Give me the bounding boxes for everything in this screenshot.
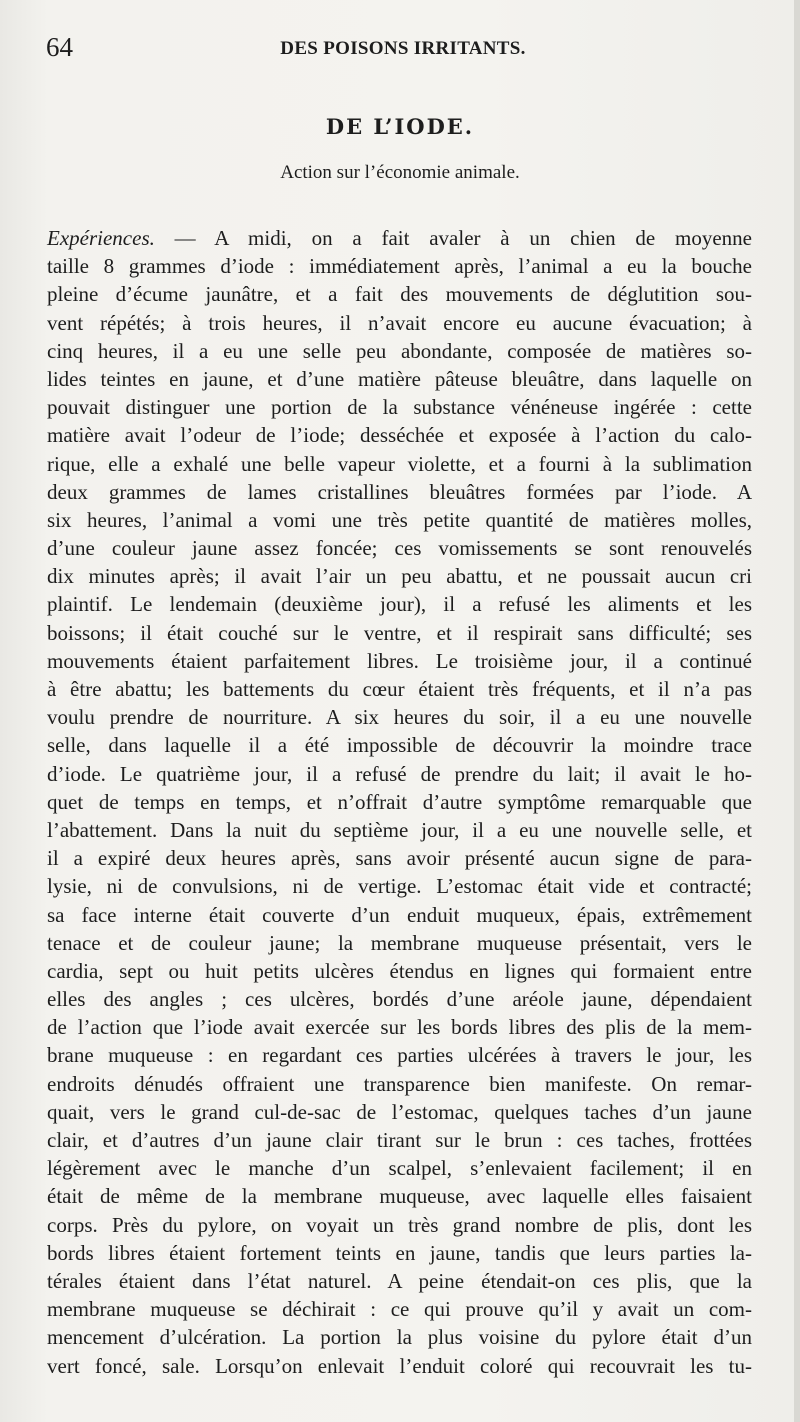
text-line: il a expiré deux heures après, sans avoir présenté aucun signe de para- [47,846,752,871]
text-line: elles des angles ; ces ulcères, bordés d’une aréole jaune, dépendaient [47,987,752,1012]
text-line: plaintif. Le lendemain (deuxième jour), il a refusé les aliments et les [47,592,752,617]
body-paragraph [47,224,752,1380]
text-line: quet de temps en temps, et n’offrait d’autre symptôme remarquable que [47,789,752,814]
text-line [47,224,752,252]
text-line: clair, et d’autres d’un jaune clair tirant sur le brun : ces taches, frottées [47,1128,752,1152]
text-line: vent répétés; à trois heures, il n’avait encore eu aucune évacuation; à [47,310,752,335]
section-title: DE L’IODE. [325,114,475,139]
text-line: sa face interne était couverte d’un enduit muqueux, épais, extrêmement [47,902,752,927]
text-line: cinq heures, il a eu une selle peu abondante, composée de matières so- [47,338,752,363]
text-line: légèrement avec le manche d’un scalpel, s’enlevaient facilement; il en [47,1156,752,1181]
text-line: voulu prendre de nourriture. A six heures du soir, il a eu une nouvelle [47,705,752,730]
text-line: dix minutes après; il avait l’air un peu abattu, et ne poussait aucun cri [47,564,752,589]
text-line: brane muqueuse : en regardant ces parties ulcérées à travers le jour, les [47,1043,752,1068]
text-line: six heures, l’animal a vomi une très petite quantité de matières molles, [47,507,752,532]
text-line: rique, elle a exhalé une belle vapeur violette, et a fourni à la sublimation [47,451,752,476]
text-line: pleine d’écume jaunâtre, et a fait des mouvements de déglutition sou- [47,282,752,307]
text-line: mouvements étaient parfaitement libres. Le troisième jour, il a continué [47,648,752,673]
text-line: taille 8 grammes d’iode : immédiatement après, l’animal a eu la bouche [47,254,752,279]
text-line: corps. Près du pylore, on voyait un très grand nombre de plis, dont les [47,1212,752,1237]
text-line: bords libres étaient fortement teints en jaune, tandis que leurs parties la- [47,1240,752,1265]
text-line: d’une couleur jaune assez foncée; ces vomissements se sont renouvelés [47,536,752,561]
text-line: l’abattement. Dans la nuit du septième jour, il a eu une nouvelle selle, et [47,817,752,842]
text-line: tenace et de couleur jaune; la membrane muqueuse présentait, vers le [47,930,752,955]
text-line: cardia, sept ou huit petits ulcères étendus en lignes qui formaient entre [47,958,752,983]
lead-word: Expériences. [47,226,155,250]
text-line: térales étaient dans l’état naturel. A peine étendait-on ces plis, que la [47,1268,752,1293]
text-line: endroits dénudés offraient une transparence bien manifeste. On remar- [47,1071,752,1096]
text-line: vert foncé, sale. Lorsqu’on enlevait l’enduit coloré qui recouvrait les tu- [47,1353,752,1378]
text-line: pouvait distinguer une portion de la substance vénéneuse ingérée : cette [47,395,752,420]
text-line: deux grammes de lames cristallines bleuâtres formées par l’iode. A [47,479,752,504]
text-line: boissons; il était couché sur le ventre, et il respirait sans difficulté; ses [47,620,752,645]
text-line: d’iode. Le quatrième jour, il a refusé de prendre du lait; il avait le ho- [47,761,752,786]
section-subtitle: Action sur l’économie animale. [280,162,520,183]
text-line: mencement d’ulcération. La portion la plus voisine du pylore était d’un [47,1325,752,1350]
text-line: quait, vers le grand cul-de-sac de l’estomac, quelques taches d’un jaune [47,1099,752,1124]
text-line: était de même de la membrane muqueuse, avec laquelle elles faisaient [47,1184,752,1209]
text-line: lides teintes en jaune, et d’une matière pâteuse bleuâtre, dans laquelle on [47,366,752,391]
running-head: DES POISONS IRRITANTS. [280,38,526,59]
page-edge [794,0,800,1422]
page-number: 64 [46,32,73,62]
text-line: à être abattu; les battements du cœur étaient très fréquents, et il n’a pas [47,677,752,701]
page-header [46,28,760,68]
text-line: matière avait l’odeur de l’iode; desséchée et exposée à l’action du calo- [47,423,752,448]
text-line: selle, dans laquelle il a été impossible de découvrir la moindre trace [47,733,752,758]
line-text: — A midi, on a fait avaler à un chien de moyenne [154,226,752,250]
text-line: lysie, ni de convulsions, ni de vertige. L’estomac était vide et contracté; [47,874,752,899]
text-line: membrane muqueuse se déchirait : ce qui prouve qu’il y avait un com- [47,1297,752,1322]
text-line: de l’action que l’iode avait exercée sur les bords libres des plis de la mem- [47,1015,752,1040]
